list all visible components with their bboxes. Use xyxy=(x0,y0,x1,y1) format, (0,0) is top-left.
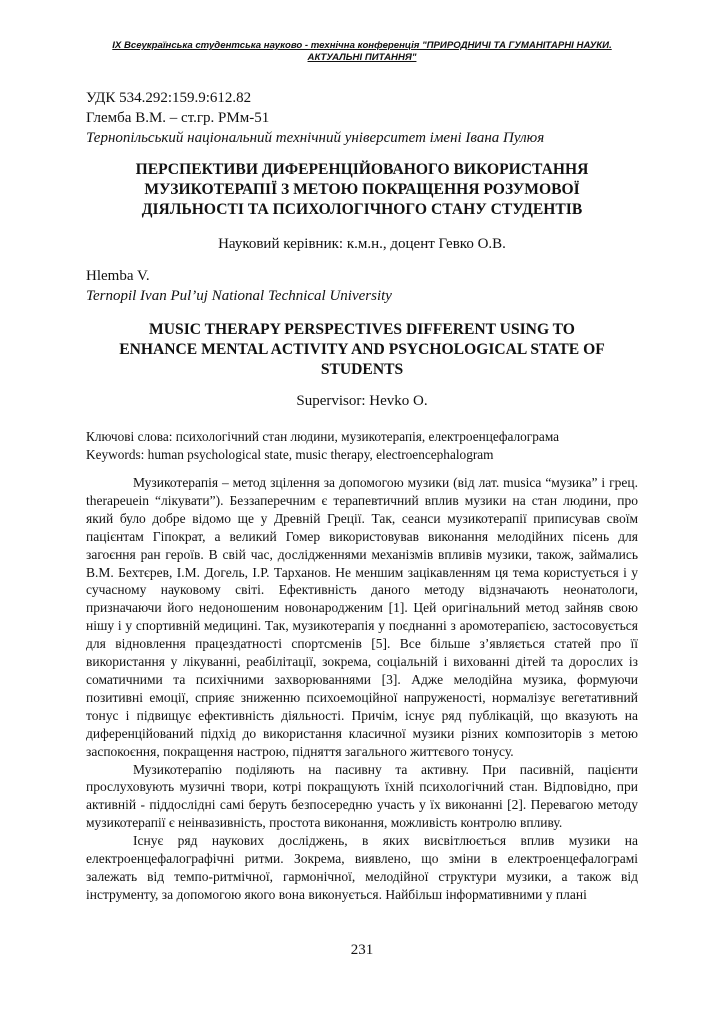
university-ua: Тернопільський національний технічний університет імені Івана Пулюя xyxy=(86,130,545,146)
body-paragraph: Музикотерапію поділяють на пасивну та активну. При пасивній, пацієнти прослуховують музичні твори, котрі покращують їхній психологічний стан. Відповідно, при активній - піддослідні самі беруть безпосередню участь у їх виконанні [2]. Перевагою методу музикотерапії є неінвазивність, простота виконання, можливість контролю впливу. xyxy=(86,761,638,831)
body-text xyxy=(86,474,638,904)
title-ua-line: ПЕРСПЕКТИВИ ДИФЕРЕНЦІЙОВАНОГО ВИКОРИСТАННЯ xyxy=(135,161,589,178)
supervisor-ua: Науковий керівник: к.м.н., доцент Гевко О.В. xyxy=(218,236,506,252)
header-line-2: АКТУАЛЬНІ ПИТАННЯ" xyxy=(307,52,417,63)
title-en-line: MUSIC THERAPY PERSPECTIVES DIFFERENT USING TO xyxy=(149,321,575,338)
title-en xyxy=(100,320,624,380)
author-en: Hlemba V. xyxy=(86,268,150,284)
body-paragraph: Музикотерапія – метод зцілення за допомогою музики (від лат. musica “музика” і грец. therapeuein “лікувати”). Беззаперечним є терапевтичний вплив музики на стан людини, про який було добре відомо ще у Древній Греції. Так, сеанси музикотерапії приписував своїм пацієнтам Гіпократ, а великий Гомер використовував виконання мелодійних пісень для загоєння ран героїв. В свій час, дослідженнями механізмів впливів музики, також, займались В.М. Бехтєрев, І.М. Догель, І.Р. Тарханов. Не меншим зацікавленням ця тема користується і у сучасному науковому світі. Ефективність даного методу відзначають неонатологи, призначаючи його недоношеним новонародженим [1]. Цей оригінальний метод зайняв свою нішу і у спортивній медицині. Так, музикотерапія у поєднанні з аромотерапією, застосовується для відновлення працездатності спортсменів [5]. Все більше з’являється статей про її використання у лікуванні, реабілітації, зокрема, соціальній і вихованні дітей та дорослих із соматичними та психічними захворюваннями [3]. Адже мелодійна музика, формуючи позитивні емоції, сприяє зниженню психоемоційної напруженості, нормалізує вегетативний тонус і підвищує ефективність діяльності. Причім, існує ряд публікацій, що вказують на диференційований підхід до використання класичної музики різних композиторів з метою заспокоєння, покращення настрою, підняття загального життєвого тонусу. xyxy=(86,475,638,759)
keywords-en: Keywords: human psychological state, music therapy, electroencephalogram xyxy=(86,447,494,462)
conference-header xyxy=(70,40,654,64)
header-line-1: IX Всеукраїнська студентська науково - технічна конференція "ПРИРОДНИЧІ ТА ГУМАНІТАРНІ НАУКИ. xyxy=(112,40,612,51)
university-en: Ternopil Ivan Pul’uj National Technical University xyxy=(86,288,392,304)
body-paragraph: Існує ряд наукових досліджень, в яких висвітлюється вплив музики на електроенцефалографічні ритми. Зокрема, виявлено, що зміни в електроенцефалограмі залежать від темпо-ритмічної, гармонічної, мелодійної структури музики, а також від інструменту, за допомогою якого вона виконується. Найбільш інформативними у плані xyxy=(86,833,638,902)
page-number: 231 xyxy=(350,942,374,958)
author-ua: Глемба В.М. – ст.гр. РМм-51 xyxy=(86,110,270,126)
udk-code: УДК 534.292:159.9:612.82 xyxy=(86,90,252,106)
title-en-line: ENHANCE MENTAL ACTIVITY AND PSYCHOLOGICAL STATE OF xyxy=(119,341,605,358)
title-ua-line: МУЗИКОТЕРАПІЇ З МЕТОЮ ПОКРАЩЕННЯ РОЗУМОВОЇ xyxy=(144,181,580,198)
keywords-ua: Ключові слова: психологічний стан людини, музикотерапія, електроенцефалограма xyxy=(86,429,560,444)
supervisor-en: Supervisor: Hevko O. xyxy=(296,393,428,409)
title-en-line: STUDENTS xyxy=(320,361,404,378)
title-ua xyxy=(100,160,624,220)
title-ua-line: ДІЯЛЬНОСТІ ТА ПСИХОЛОГІЧНОГО СТАНУ СТУДЕНТІВ xyxy=(141,201,583,218)
